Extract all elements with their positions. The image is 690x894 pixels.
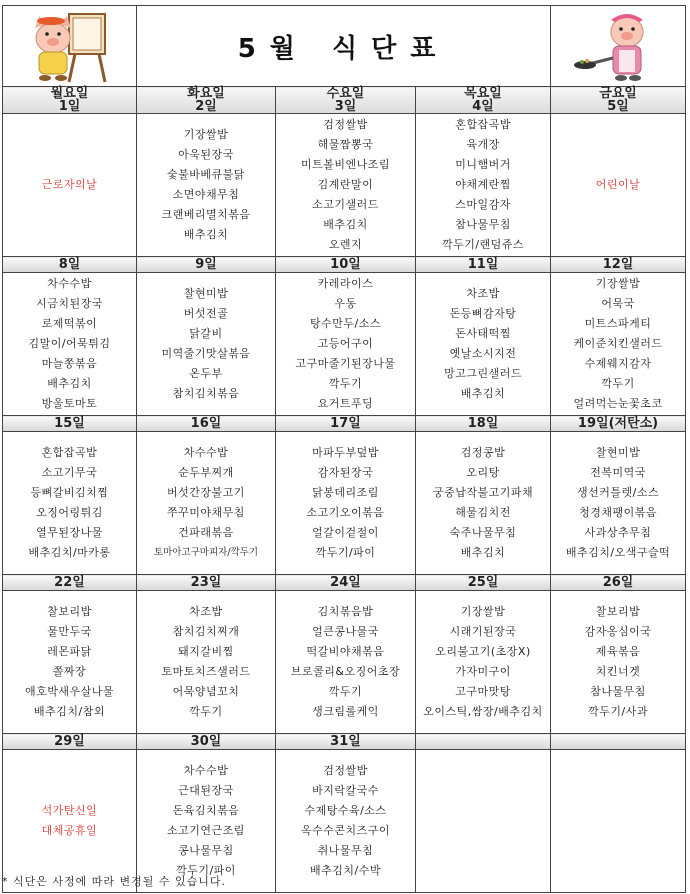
date-label: 4일 xyxy=(472,99,494,114)
menu-item: 청경채팽이볶음 xyxy=(579,506,657,519)
date-cell: 26일 xyxy=(551,575,686,591)
menu-item: 궁중납작불고기파채 xyxy=(432,486,534,499)
date-cell: 25일 xyxy=(416,575,551,591)
menu-item: 옛날소시지전 xyxy=(449,347,517,360)
menu-cell xyxy=(3,273,137,416)
menu-item: 차수수밥 xyxy=(183,764,229,777)
menu-item: 수제웨지감자 xyxy=(584,357,652,370)
menu-item: 옥수수콘치즈구이 xyxy=(300,824,390,837)
menu-list xyxy=(137,602,275,722)
menu-row xyxy=(3,750,686,893)
menu-item: 깍두기 xyxy=(189,705,223,718)
weekday-label: 목요일 xyxy=(464,86,502,101)
menu-item: 치킨너겟 xyxy=(595,665,641,678)
weekday-header-thu xyxy=(416,87,551,114)
menu-item: 쭈꾸미야채무침 xyxy=(167,506,245,519)
menu-item: 오이스틱,쌈장/배추김치 xyxy=(423,705,543,718)
date-row xyxy=(3,734,686,750)
menu-item: 숯불바베큐불닭 xyxy=(167,168,245,181)
date-cell: 17일 xyxy=(276,416,416,432)
menu-item: 찰현미밥 xyxy=(183,287,229,300)
menu-list xyxy=(3,175,136,195)
menu-cell xyxy=(276,114,416,257)
menu-item: 방울토마토 xyxy=(41,397,98,410)
menu-item: 소고기연근조림 xyxy=(167,824,245,837)
menu-list xyxy=(276,761,415,881)
menu-item: 버섯간장불고기 xyxy=(167,486,245,499)
menu-cell xyxy=(416,432,551,575)
weekday-header-wed xyxy=(276,87,416,114)
menu-item: 토마토치즈샐러드 xyxy=(161,665,251,678)
menu-item: 감자옹심이국 xyxy=(584,625,652,638)
menu-item: 돈사태떡찜 xyxy=(455,327,511,340)
menu-item: 고구마맛탕 xyxy=(455,685,511,698)
menu-item: 고등어구이 xyxy=(317,337,374,350)
menu-item: 어묵국 xyxy=(601,297,635,310)
menu-list xyxy=(416,443,550,563)
menu-item: 수제탕수육/소스 xyxy=(304,804,387,817)
menu-item: 오렌지 xyxy=(328,238,363,251)
date-cell xyxy=(551,734,686,750)
menu-item: 오리불고기(초장X) xyxy=(435,645,531,658)
date-label: 5일 xyxy=(607,99,629,114)
menu-item: 배추김치 xyxy=(460,387,506,400)
menu-row xyxy=(3,432,686,575)
title-cell xyxy=(137,6,551,87)
menu-cell xyxy=(3,750,137,893)
date-label: 3일 xyxy=(334,99,357,114)
menu-item: 참치김치찌개 xyxy=(172,625,240,638)
menu-item: 취나물무침 xyxy=(317,844,374,857)
menu-list xyxy=(137,125,275,245)
menu-item: 오리탕 xyxy=(466,466,500,479)
date-cell: 31일 xyxy=(276,734,416,750)
weekday-header-fri xyxy=(551,87,686,114)
menu-item: 미역줄기맛살볶음 xyxy=(161,347,251,360)
menu-item: 등뼈갈비김치찜 xyxy=(30,486,109,499)
menu-row xyxy=(3,114,686,257)
menu-row xyxy=(3,273,686,416)
date-cell: 12일 xyxy=(551,257,686,273)
menu-item: 케이준치킨샐러드 xyxy=(573,337,663,350)
menu-cell xyxy=(551,114,686,257)
menu-item: 김말이/어묵튀김 xyxy=(28,337,111,350)
menu-cell xyxy=(137,273,276,416)
weekday-header-tue xyxy=(137,87,276,114)
page-title: 5월 식단표 xyxy=(237,33,450,64)
menu-list xyxy=(3,443,136,563)
menu-item: 김계란말이 xyxy=(317,178,374,191)
menu-item: 육개장 xyxy=(466,138,500,151)
menu-cell xyxy=(137,432,276,575)
menu-cell xyxy=(3,432,137,575)
menu-list xyxy=(416,284,550,404)
menu-item: 소고기샐러드 xyxy=(312,198,379,211)
menu-item: 가자미구이 xyxy=(455,665,511,678)
menu-item: 찰보리밥 xyxy=(47,605,92,618)
menu-list xyxy=(551,274,685,414)
menu-cell xyxy=(416,591,551,734)
menu-table xyxy=(2,5,686,893)
date-cell: 19일(저탄소) xyxy=(551,416,686,432)
menu-item: 참나물무침 xyxy=(455,218,511,231)
menu-cell xyxy=(551,750,686,893)
menu-item: 검정쌀밥 xyxy=(323,118,368,131)
menu-item: 감자된장국 xyxy=(317,466,374,479)
menu-item: 고구마줄기된장나물 xyxy=(295,357,396,370)
menu-item: 대체공휴일 xyxy=(41,824,98,837)
date-cell: 29일 xyxy=(3,734,137,750)
date-cell: 18일 xyxy=(416,416,551,432)
header-image-right xyxy=(551,6,686,87)
menu-item: 마늘쫑볶음 xyxy=(41,357,98,370)
menu-item: 마파두부덮밥 xyxy=(312,446,379,459)
menu-item: 미니햄버거 xyxy=(455,158,511,171)
menu-item: 얼려먹는눈꽃초코 xyxy=(573,397,663,410)
menu-item: 깍두기/사과 xyxy=(588,705,648,718)
menu-item: 어묵양념꼬치 xyxy=(172,685,240,698)
menu-item: 미트볼비엔나조림 xyxy=(300,158,390,171)
menu-list xyxy=(137,443,275,563)
menu-list xyxy=(276,115,415,255)
menu-list xyxy=(416,115,550,255)
weekday-label: 금요일 xyxy=(599,86,637,101)
menu-list xyxy=(3,602,136,722)
weekday-header-row xyxy=(3,87,686,114)
menu-item: 배추김치 xyxy=(183,228,229,241)
menu-item: 사과상추무침 xyxy=(584,526,652,539)
menu-item: 참나물무침 xyxy=(590,685,646,698)
menu-cell xyxy=(137,591,276,734)
menu-item: 배추김치/오색구슬떡 xyxy=(565,546,671,559)
menu-item: 혼합잡곡밥 xyxy=(455,118,511,131)
menu-item: 혼합잡곡밥 xyxy=(41,446,98,459)
menu-item: 레몬파닭 xyxy=(47,645,92,658)
menu-item: 요거트푸딩 xyxy=(317,397,374,410)
menu-item: 버섯전골 xyxy=(183,307,229,320)
date-row xyxy=(3,575,686,591)
menu-cell xyxy=(551,432,686,575)
header-image-left xyxy=(3,6,137,87)
menu-item: 기장쌀밥 xyxy=(460,605,506,618)
menu-item: 닭갈비 xyxy=(189,327,223,340)
menu-item: 시금치된장국 xyxy=(36,297,103,310)
menu-item: 배추김치/마카롱 xyxy=(28,546,111,559)
menu-cell xyxy=(137,114,276,257)
date-cell: 16일 xyxy=(137,416,276,432)
menu-item: 깍두기/파이 xyxy=(176,864,236,877)
menu-cell xyxy=(276,591,416,734)
menu-list xyxy=(3,801,136,841)
menu-item: 야채계란찜 xyxy=(455,178,511,191)
menu-item: 크랜베리멸치볶음 xyxy=(161,208,251,221)
menu-item: 깍두기 xyxy=(328,685,363,698)
menu-item: 검정쌀밥 xyxy=(323,764,368,777)
pig-chef-icon xyxy=(573,8,663,84)
weekday-label: 수요일 xyxy=(326,86,365,101)
date-label: 1일 xyxy=(58,99,81,114)
menu-item: 돈등뼈감자탕 xyxy=(449,307,517,320)
menu-item: 전복미역국 xyxy=(590,466,646,479)
menu-list xyxy=(551,443,685,563)
menu-item: 망고그린샐러드 xyxy=(444,367,522,380)
menu-item: 건파래볶음 xyxy=(178,526,234,539)
menu-item: 기장쌀밥 xyxy=(183,128,229,141)
date-cell: 30일 xyxy=(137,734,276,750)
menu-cell xyxy=(416,273,551,416)
menu-item: 깍두기 xyxy=(601,377,635,390)
menu-cell xyxy=(276,432,416,575)
menu-cell xyxy=(551,273,686,416)
menu-list xyxy=(276,602,415,722)
menu-item: 스마일감자 xyxy=(455,198,511,211)
menu-item: 생크림롤케익 xyxy=(312,705,379,718)
menu-item: 얼갈이겉절이 xyxy=(312,526,379,539)
menu-item: 차수수밥 xyxy=(47,277,92,290)
menu-item: 떡갈비야채볶음 xyxy=(306,645,385,658)
menu-item: 오징어링튀김 xyxy=(36,506,103,519)
menu-item: 깍두기/파이 xyxy=(315,546,376,559)
menu-item: 닭봉데리조림 xyxy=(312,486,379,499)
menu-item: 차수수밥 xyxy=(183,446,229,459)
menu-cell xyxy=(416,114,551,257)
menu-item: 검정콩밥 xyxy=(460,446,506,459)
menu-item: 바지락칼국수 xyxy=(312,784,379,797)
menu-item: 돈육김치볶음 xyxy=(172,804,240,817)
menu-cell xyxy=(416,750,551,893)
menu-item: 배추김치/참외 xyxy=(34,705,105,718)
menu-item: 로제떡볶이 xyxy=(41,317,98,330)
menu-item: 온두부 xyxy=(189,367,223,380)
date-row xyxy=(3,416,686,432)
menu-item: 해물짬뽕국 xyxy=(317,138,374,151)
menu-list xyxy=(276,443,415,563)
menu-item: 돼지갈비찜 xyxy=(178,645,234,658)
menu-item: 배추김치/수박 xyxy=(310,864,381,877)
menu-item: 석가탄신일 xyxy=(41,804,98,817)
menu-item: 콩나물무침 xyxy=(178,844,234,857)
date-cell xyxy=(416,734,551,750)
menu-item: 소고기무국 xyxy=(41,466,98,479)
menu-item: 찰보리밥 xyxy=(595,605,641,618)
menu-item: 근로자의날 xyxy=(41,178,98,191)
date-cell: 23일 xyxy=(137,575,276,591)
menu-list xyxy=(416,602,550,722)
menu-item: 순두부찌개 xyxy=(178,466,234,479)
menu-list xyxy=(137,761,275,881)
date-cell: 22일 xyxy=(3,575,137,591)
menu-item: 기장쌀밥 xyxy=(595,277,641,290)
menu-item: 얼큰콩나물국 xyxy=(312,625,379,638)
menu-item: 어린이날 xyxy=(595,178,641,191)
weekday-header-mon xyxy=(3,87,137,114)
menu-item: 브로콜리&오징어초장 xyxy=(290,665,401,678)
menu-item: 차조밥 xyxy=(466,287,500,300)
date-cell: 15일 xyxy=(3,416,137,432)
menu-item: 숙주나물무침 xyxy=(449,526,517,539)
menu-cell xyxy=(276,273,416,416)
menu-item: 소고기오이볶음 xyxy=(306,506,385,519)
menu-item: 시래기된장국 xyxy=(449,625,517,638)
footnote: * 식단은 사정에 따라 변경될 수 있습니다. xyxy=(2,875,226,888)
menu-item: 우동 xyxy=(334,297,357,310)
menu-list xyxy=(276,274,415,414)
menu-item: 쫄짜장 xyxy=(52,665,87,678)
menu-list xyxy=(137,284,275,404)
date-cell: 9일 xyxy=(137,257,276,273)
menu-item: 카레라이스 xyxy=(317,277,374,290)
date-cell: 24일 xyxy=(276,575,416,591)
menu-item: 미트스파게티 xyxy=(584,317,652,330)
menu-item: 김치볶음밥 xyxy=(317,605,374,618)
menu-list xyxy=(3,274,136,414)
date-label: 2일 xyxy=(195,99,217,114)
menu-item: 소면야채무침 xyxy=(172,188,240,201)
menu-cell xyxy=(3,591,137,734)
menu-list xyxy=(551,602,685,722)
menu-item: 토마아고구마피자/깍두기 xyxy=(153,547,259,558)
menu-item: 차조밥 xyxy=(189,605,223,618)
menu-item: 탕수만두/소스 xyxy=(310,317,381,330)
menu-item: 깍두기 xyxy=(328,377,363,390)
menu-item: 물만두국 xyxy=(47,625,92,638)
menu-item: 배추김치 xyxy=(460,546,506,559)
menu-cell xyxy=(3,114,137,257)
menu-item: 배추김치 xyxy=(323,218,368,231)
pig-painter-icon xyxy=(25,8,115,84)
menu-item: 배추김치 xyxy=(47,377,92,390)
menu-item: 해물김치전 xyxy=(455,506,511,519)
menu-cell xyxy=(137,750,276,893)
menu-item: 생선커틀렛/소스 xyxy=(576,486,660,499)
date-cell: 10일 xyxy=(276,257,416,273)
menu-item: 열무된장나물 xyxy=(36,526,103,539)
menu-row xyxy=(3,591,686,734)
menu-item: 근대된장국 xyxy=(178,784,234,797)
date-row xyxy=(3,257,686,273)
menu-list xyxy=(551,175,685,195)
menu-item: 아욱된장국 xyxy=(178,148,234,161)
menu-item: 찰현미밥 xyxy=(595,446,641,459)
date-cell: 8일 xyxy=(3,257,137,273)
menu-item: 참치김치볶음 xyxy=(172,387,240,400)
menu-cell xyxy=(276,750,416,893)
menu-item: 깍두기/랜덤쥬스 xyxy=(441,238,525,251)
weekday-label: 화요일 xyxy=(187,86,225,101)
date-cell: 11일 xyxy=(416,257,551,273)
weekday-label: 월요일 xyxy=(50,86,89,101)
menu-cell xyxy=(551,591,686,734)
menu-item: 애호박새우살나물 xyxy=(24,685,114,698)
menu-item: 제육볶음 xyxy=(595,645,641,658)
